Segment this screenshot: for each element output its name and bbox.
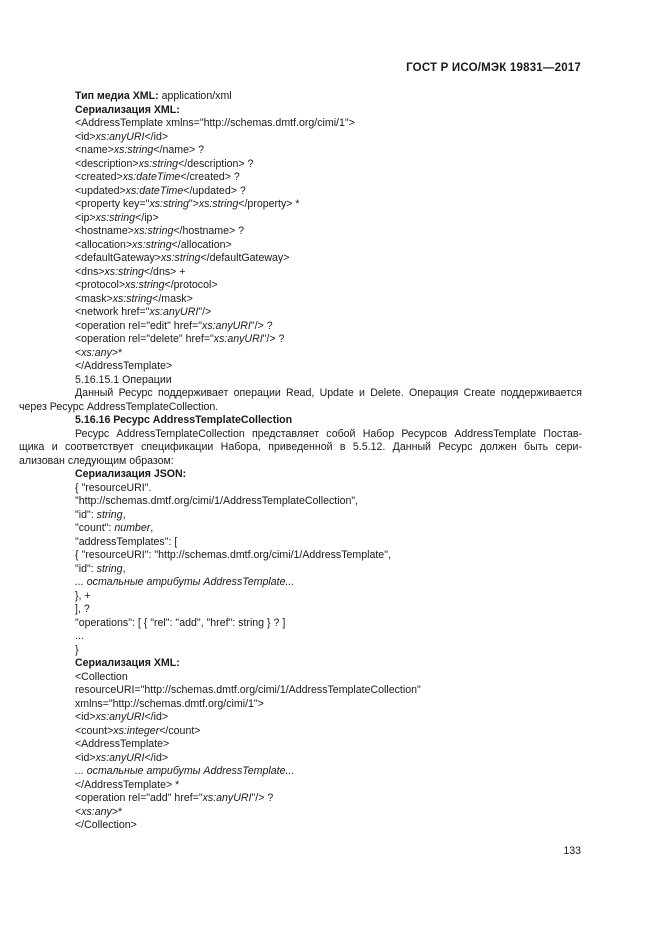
text-span: xs:string bbox=[133, 225, 174, 237]
text-line bbox=[75, 684, 421, 698]
text-span: xs:anyURI bbox=[95, 711, 145, 723]
text-line bbox=[75, 590, 91, 604]
text-line bbox=[75, 576, 294, 590]
text-span: ], ? bbox=[75, 603, 90, 615]
text-span: <updated> bbox=[75, 184, 126, 197]
text-line bbox=[75, 468, 186, 482]
text-span: xs:dateTime bbox=[122, 171, 181, 183]
text-line bbox=[75, 779, 179, 793]
text-line bbox=[75, 158, 253, 172]
text-span: xs:anyURI bbox=[213, 333, 263, 345]
text-line bbox=[75, 90, 232, 104]
text-line bbox=[75, 279, 218, 293]
text-line bbox=[75, 806, 122, 820]
text-span: xmlns="http://schemas.dmtf.org/cimi/1"> bbox=[75, 697, 264, 710]
text-span: <description> bbox=[75, 157, 139, 170]
text-span: xs:string bbox=[125, 279, 165, 291]
text-line bbox=[19, 455, 174, 469]
text-span: xs:anyURI bbox=[202, 792, 252, 804]
text-span: < bbox=[75, 346, 82, 359]
text-line bbox=[75, 617, 285, 631]
text-span: application/xml bbox=[158, 90, 232, 102]
text-span: xs:string bbox=[113, 144, 154, 156]
text-span: <Collection bbox=[75, 670, 128, 683]
text-line bbox=[75, 198, 300, 212]
text-span: "addressTemplates": [ bbox=[75, 535, 178, 548]
text-span: , bbox=[122, 562, 126, 575]
text-line bbox=[75, 725, 200, 739]
text-line bbox=[75, 252, 289, 266]
text-span: xs:string bbox=[112, 292, 153, 305]
text-span: <protocol> bbox=[75, 279, 126, 291]
text-span: </property> * bbox=[238, 198, 300, 210]
text-line bbox=[75, 266, 185, 280]
text-line bbox=[75, 104, 180, 118]
text-span: ализован следующим образом: bbox=[19, 454, 174, 467]
text-span: </id> bbox=[144, 130, 169, 143]
text-line bbox=[75, 644, 79, 658]
text-span: xs:integer bbox=[113, 724, 160, 737]
text-span: <hostname> bbox=[75, 225, 134, 237]
text-span: xs:anyURI bbox=[202, 319, 251, 332]
text-span: щика и соответствует спецификации Набора, приведенной в 5.5.12. Данный Ресурс должен быть сери- bbox=[19, 441, 582, 453]
text-line bbox=[19, 387, 582, 401]
text-span: <dns> bbox=[75, 265, 105, 278]
text-line bbox=[75, 509, 126, 523]
text-span: <mask> bbox=[75, 292, 113, 305]
text-line bbox=[75, 495, 358, 509]
text-span: "count": bbox=[75, 522, 115, 534]
text-line bbox=[75, 549, 391, 563]
text-line bbox=[75, 698, 264, 712]
text-span: </id> bbox=[144, 711, 169, 723]
text-line bbox=[75, 563, 126, 577]
text-span: <AddressTemplate xmlns="http://schemas.dmtf.org/cimi/1"> bbox=[75, 117, 355, 129]
text-span: , bbox=[150, 522, 154, 534]
text-span: xs:anyURI bbox=[95, 751, 145, 764]
text-span: </count> bbox=[159, 724, 201, 737]
text-line bbox=[75, 752, 168, 766]
text-line bbox=[19, 401, 218, 415]
text-line bbox=[75, 117, 355, 131]
text-span: xs:any bbox=[81, 346, 112, 359]
text-span: string bbox=[96, 562, 123, 575]
text-span: </created> ? bbox=[180, 171, 240, 183]
text-span: >* bbox=[111, 805, 123, 818]
text-span: >* bbox=[111, 346, 123, 359]
text-span: </ip> bbox=[135, 211, 159, 224]
text-span: </description> ? bbox=[178, 157, 254, 170]
text-line bbox=[75, 603, 90, 617]
text-line bbox=[75, 333, 284, 347]
text-span: xs:string bbox=[104, 265, 144, 278]
text-span: <network href=" bbox=[75, 306, 150, 318]
text-line bbox=[75, 657, 180, 671]
text-line bbox=[75, 522, 153, 536]
text-span: 5.16.15.1 Операции bbox=[75, 373, 172, 386]
text-span: resourceURI="http://schemas.dmtf.org/cimi/1/AddressTemplateCollection" bbox=[75, 684, 421, 696]
text-span: ... bbox=[75, 630, 84, 642]
text-span: "> bbox=[188, 198, 199, 210]
text-span: } bbox=[75, 643, 79, 656]
text-line bbox=[75, 212, 159, 226]
text-span: <allocation> bbox=[75, 238, 133, 251]
text-line bbox=[75, 131, 168, 145]
text-span: </dns> + bbox=[143, 265, 186, 278]
text-span: </AddressTemplate> bbox=[75, 360, 173, 372]
text-line bbox=[75, 738, 169, 752]
text-line bbox=[75, 239, 232, 253]
text-line bbox=[75, 792, 273, 806]
text-span: xs:dateTime bbox=[125, 184, 184, 197]
text-span: <defaultGateway> bbox=[75, 252, 161, 264]
text-line bbox=[75, 293, 193, 307]
text-span: </mask> bbox=[152, 292, 193, 305]
text-line bbox=[75, 711, 168, 725]
text-span: < bbox=[75, 805, 82, 818]
text-span: <count> bbox=[75, 724, 114, 737]
text-span: Сериализация XML: bbox=[75, 103, 180, 116]
text-span: xs:string bbox=[132, 238, 172, 251]
text-span: <name> bbox=[75, 144, 114, 156]
text-line bbox=[75, 536, 177, 550]
text-span: <created> bbox=[75, 171, 123, 183]
text-span: xs:any bbox=[81, 805, 112, 818]
text-span: <AddressTemplate> bbox=[75, 738, 170, 750]
text-span: { "resourceURI". bbox=[75, 481, 152, 494]
text-line bbox=[19, 428, 582, 442]
text-span: }, + bbox=[75, 589, 91, 602]
text-line bbox=[75, 414, 292, 428]
text-span: </hostname> ? bbox=[173, 225, 245, 237]
text-span: </updated> ? bbox=[183, 184, 246, 197]
text-span: <id> bbox=[75, 711, 96, 723]
text-line bbox=[75, 306, 211, 320]
text-span: <operation rel="delete" href=" bbox=[75, 333, 214, 345]
text-span: "/> ? bbox=[251, 792, 274, 804]
text-span: "operations": [ { "rel": "add", "href": string } ? ] bbox=[75, 616, 286, 629]
text-span: number bbox=[114, 522, 151, 534]
text-line bbox=[19, 441, 582, 455]
text-line bbox=[75, 482, 151, 496]
text-line bbox=[75, 819, 137, 833]
text-span: xs:anyURI bbox=[149, 306, 199, 318]
text-span: ... остальные атрибуты AddressTemplate... bbox=[75, 765, 295, 777]
text-span: string bbox=[96, 508, 123, 521]
text-span: </AddressTemplate> * bbox=[75, 778, 180, 791]
text-span: Тип медиа XML: bbox=[75, 90, 159, 102]
text-span: <id> bbox=[75, 130, 96, 143]
text-span: Данный Ресурс поддерживает операции Read, Update и Delete. Операция Create поддерживается bbox=[75, 387, 582, 399]
text-span: xs:string bbox=[198, 198, 239, 210]
text-line bbox=[75, 225, 244, 239]
text-line bbox=[75, 360, 172, 374]
text-span: </id> bbox=[144, 751, 169, 764]
text-line bbox=[75, 144, 204, 158]
text-line bbox=[75, 320, 273, 334]
text-span: </allocation> bbox=[171, 238, 232, 251]
text-span: xs:anyURI bbox=[95, 130, 145, 143]
text-span: , bbox=[122, 508, 126, 521]
text-line bbox=[75, 171, 240, 185]
text-span: 5.16.16 Ресурс AddressTemplateCollection bbox=[75, 414, 293, 426]
text-span: <operation rel="edit" href=" bbox=[75, 319, 203, 332]
text-span: "/> ? bbox=[262, 333, 285, 345]
text-span: </defaultGateway> bbox=[200, 252, 290, 264]
text-span: <operation rel="add" href=" bbox=[75, 792, 203, 804]
text-line bbox=[75, 185, 246, 199]
page-header: ГОСТ Р ИСО/МЭК 19831—2017 bbox=[406, 62, 581, 74]
text-span: xs:string bbox=[161, 252, 201, 264]
text-span: <property key=" bbox=[75, 198, 150, 210]
text-span: "/> bbox=[198, 306, 212, 318]
text-line bbox=[75, 765, 294, 779]
text-span: <ip> bbox=[75, 211, 96, 224]
text-line bbox=[75, 374, 172, 388]
text-span: Сериализация XML: bbox=[75, 657, 180, 669]
text-span: "http://schemas.dmtf.org/cimi/1/AddressTemplateCollection", bbox=[75, 495, 359, 507]
text-span: "id": bbox=[75, 562, 97, 575]
text-span: "id": bbox=[75, 508, 97, 521]
text-line bbox=[75, 347, 122, 361]
text-span: </Collection> bbox=[75, 819, 137, 831]
text-span: xs:string bbox=[95, 211, 136, 224]
text-span: { "resourceURI": "http://schemas.dmtf.org/cimi/1/AddressTemplate", bbox=[75, 549, 391, 561]
text-span: через Ресурс AddressTemplateCollection. bbox=[19, 400, 219, 413]
text-span: xs:string bbox=[149, 198, 189, 210]
page-number: 133 bbox=[563, 845, 581, 857]
text-line bbox=[75, 630, 84, 644]
text-span: </name> ? bbox=[153, 144, 204, 156]
text-span: xs:string bbox=[138, 157, 179, 170]
text-span: </protocol> bbox=[164, 279, 218, 291]
text-span: Сериализация JSON: bbox=[75, 468, 187, 480]
text-span: ... остальные атрибуты AddressTemplate... bbox=[75, 576, 295, 588]
text-span: Ресурс AddressTemplateCollection представляет собой Набор Ресурсов AddressTemplate Постав- bbox=[75, 427, 582, 440]
text-span: <id> bbox=[75, 751, 96, 764]
text-span: "/> ? bbox=[250, 319, 273, 332]
text-line bbox=[75, 671, 128, 685]
